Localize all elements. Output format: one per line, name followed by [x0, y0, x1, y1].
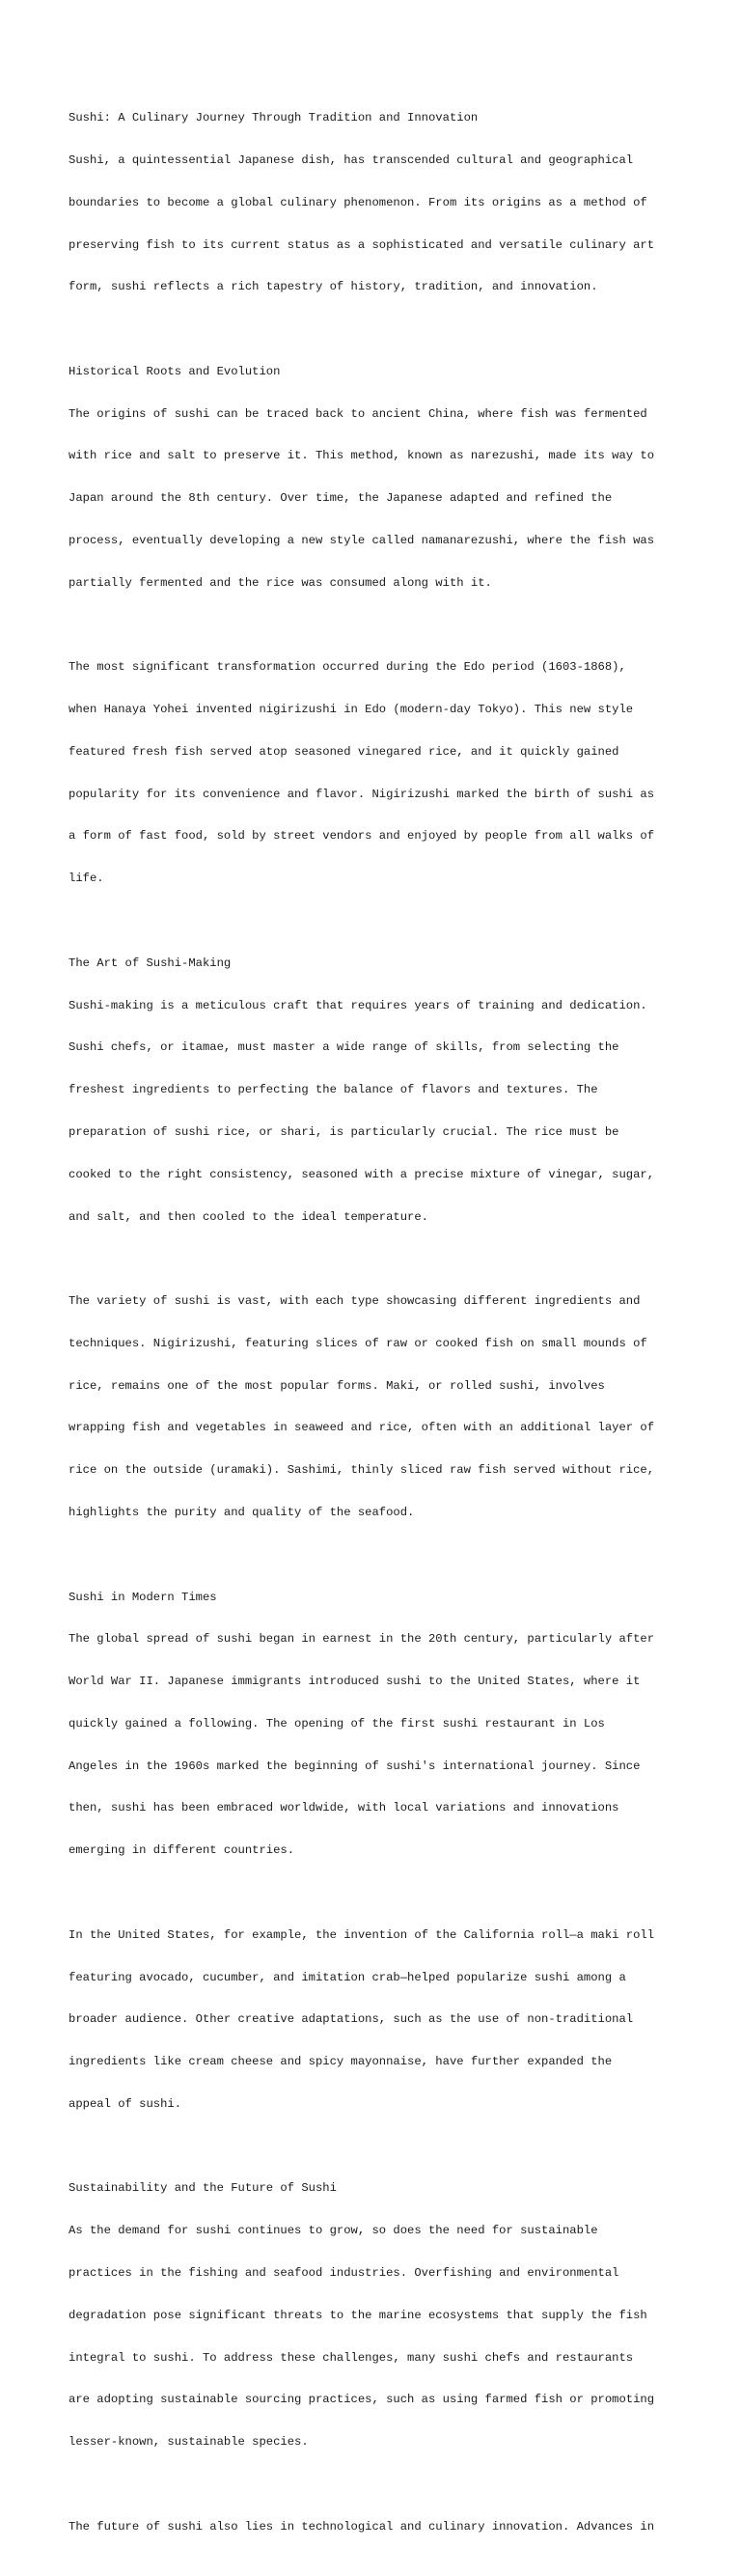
text-line: form, sushi reflects a rich tapestry of history, tradition, and innovation.	[69, 280, 598, 294]
text-line: The most significant transformation occurred during the Edo period (1603-1868),	[69, 660, 626, 675]
text-line: highlights the purity and quality of the seafood.	[69, 1505, 415, 1519]
section-heading: The Art of Sushi-Making	[69, 956, 232, 970]
text-line: life.	[69, 872, 104, 886]
text-line: with rice and salt to preserve it. This method, known as narezushi, made its way to	[69, 449, 655, 463]
document-page	[69, 83, 686, 2576]
text-line: when Hanaya Yohei invented nigirizushi in Edo (modern-day Tokyo). This new style	[69, 703, 634, 717]
paragraph-future	[69, 2492, 686, 2562]
text-line: As the demand for sushi continues to grow, so does the need for sustainable	[69, 2224, 598, 2238]
text-line: freshest ingredients to perfecting the balance of flavors and textures. The	[69, 1083, 598, 1097]
text-line: featuring avocado, cucumber, and imitation crab—helped popularize sushi among a	[69, 1970, 626, 1984]
text-line: preparation of sushi rice, or shari, is particularly crucial. The rice must be	[69, 1124, 619, 1139]
text-line: and salt, and then cooled to the ideal temperature.	[69, 1209, 428, 1224]
text-line: The origins of sushi can be traced back to ancient China, where fish was fermented	[69, 406, 647, 421]
text-line: The future of sushi also lies in technological and culinary innovation. Advances in	[69, 2519, 655, 2534]
text-line: broader audience. Other creative adaptations, such as the use of non-traditional	[69, 2012, 634, 2027]
text-line: The variety of sushi is vast, with each type showcasing different ingredients and	[69, 1294, 641, 1309]
text-line: Angeles in the 1960s marked the beginning of sushi's international journey. Since	[69, 1759, 641, 1773]
text-line: ingredients like cream cheese and spicy mayonnaise, have further expanded the	[69, 2055, 613, 2069]
text-line: Sushi, a quintessential Japanese dish, has transcended cultural and geographical	[69, 152, 634, 167]
text-line: Sushi chefs, or itamae, must master a wide range of skills, from selecting the	[69, 1040, 619, 1055]
text-line: Japan around the 8th century. Over time, the Japanese adapted and refined the	[69, 491, 613, 506]
paragraph-variety	[69, 1266, 686, 1548]
paragraph-sustainability	[69, 2153, 686, 2478]
text-line: popularity for its convenience and flavor. Nigirizushi marked the birth of sushi as	[69, 787, 655, 801]
paragraph-art-of-sushi	[69, 928, 686, 1253]
text-line: Sushi-making is a meticulous craft that requires years of training and dedication.	[69, 998, 647, 1012]
text-line: practices in the fishing and seafood industries. Overfishing and environmental	[69, 2266, 619, 2281]
text-line: quickly gained a following. The opening of the first sushi restaurant in Los	[69, 1716, 605, 1731]
document-title: Sushi: A Culinary Journey Through Tradition and Innovation	[69, 111, 479, 125]
section-heading: Sustainability and the Future of Sushi	[69, 2181, 337, 2196]
text-line: a form of fast food, sold by street vendors and enjoyed by people from all walks of	[69, 829, 655, 844]
text-line: integral to sushi. To address these challenges, many sushi chefs and restaurants	[69, 2350, 634, 2365]
text-line: World War II. Japanese immigrants introduced sushi to the United States, where it	[69, 1675, 641, 1689]
text-line: rice, remains one of the most popular forms. Maki, or rolled sushi, involves	[69, 1378, 605, 1393]
text-line: degradation pose significant threats to the marine ecosystems that supply the fish	[69, 2308, 647, 2322]
text-line: partially fermented and the rice was consumed along with it.	[69, 575, 492, 590]
paragraph-historical-roots	[69, 337, 686, 619]
text-line: rice on the outside (uramaki). Sashimi, thinly sliced raw fish served without rice,	[69, 1463, 655, 1478]
text-line: techniques. Nigirizushi, featuring slices of raw or cooked fish on small mounds of	[69, 1336, 647, 1350]
text-line: appeal of sushi.	[69, 2096, 182, 2111]
paragraph-modern-times	[69, 1562, 686, 1886]
paragraph-intro	[69, 83, 686, 322]
section-heading: Sushi in Modern Times	[69, 1590, 217, 1604]
text-line: emerging in different countries.	[69, 1843, 295, 1858]
text-line: cooked to the right consistency, seasoned with a precise mixture of vinegar, sugar,	[69, 1167, 655, 1181]
text-line: lesser-known, sustainable species.	[69, 2435, 309, 2450]
text-line: preserving fish to its current status as a sophisticated and versatile culinary art	[69, 237, 655, 252]
text-line: process, eventually developing a new style called namanarezushi, where the fish was	[69, 534, 655, 547]
text-line: In the United States, for example, the invention of the California roll—a maki roll	[69, 1927, 655, 1942]
text-line: boundaries to become a global culinary phenomenon. From its origins as a method of	[69, 195, 647, 209]
paragraph-california-roll	[69, 1900, 686, 2140]
text-line: then, sushi has been embraced worldwide, with local variations and innovations	[69, 1801, 619, 1815]
paragraph-edo-period	[69, 632, 686, 914]
section-heading: Historical Roots and Evolution	[69, 364, 281, 378]
text-line: The global spread of sushi began in earnest in the 20th century, particularly after	[69, 1632, 655, 1647]
text-line: wrapping fish and vegetables in seaweed and rice, often with an additional layer of	[69, 1421, 655, 1435]
text-line: are adopting sustainable sourcing practices, such as using farmed fish or promoting	[69, 2393, 655, 2407]
text-line: featured fresh fish served atop seasoned vinegared rice, and it quickly gained	[69, 744, 619, 759]
